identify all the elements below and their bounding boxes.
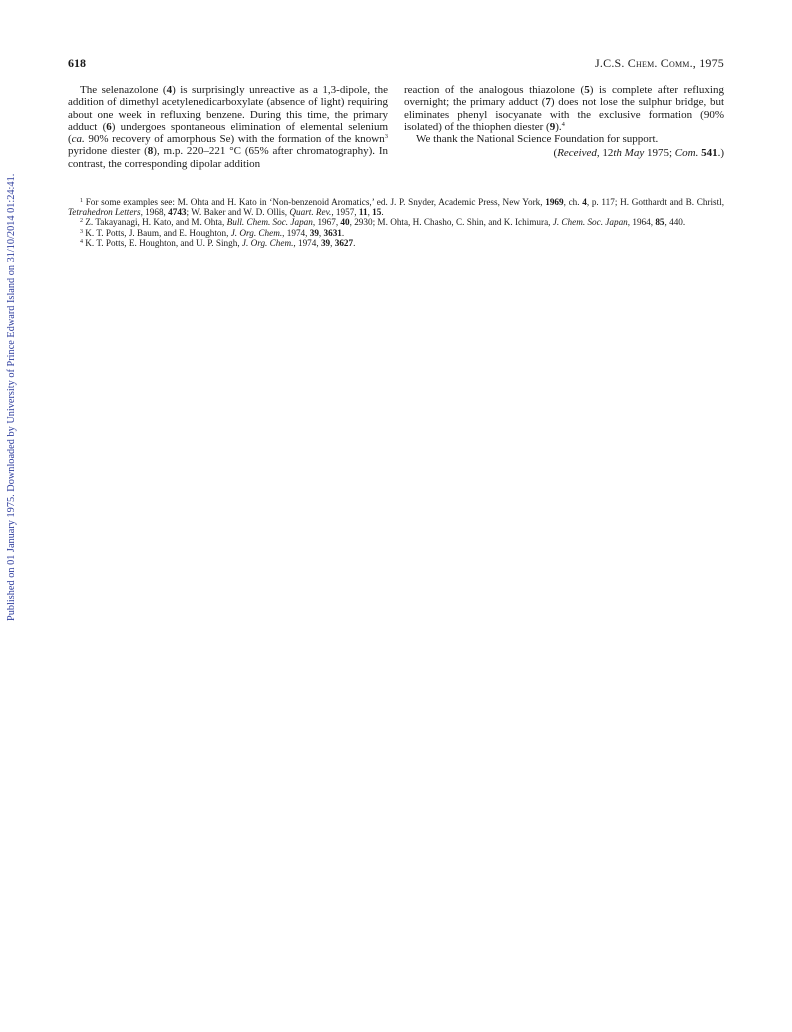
page-header xyxy=(68,56,724,72)
reference-marker: 4 xyxy=(561,120,565,128)
right-column xyxy=(404,84,724,160)
acknowledgement: We thank the National Science Foundation for support. xyxy=(416,133,659,146)
footnote-3: $^3$ K. T. Potts, J. Baum, and E. Houghton, J. Org. Chem., 1974, 39, 3631. xyxy=(80,227,345,238)
journal-title: J.C.S. Chem. Comm., 1975 xyxy=(595,56,724,70)
publication-watermark: Published on 01 January 1975. Downloaded by University of Prince Edward Island on 31/10/2014 01:24:41. xyxy=(6,173,17,622)
footnote-4: $^4$ K. T. Potts, E. Houghton, and U. P. Singh, J. Org. Chem., 1974, 39, 3627. xyxy=(80,237,356,248)
page-number: 618 xyxy=(68,56,86,70)
body-paragraph: The selenazolone (4) is surprisingly unreactive as a 1,3-dipole, the addition of dimethyl acetylenedicarboxylate (absence of light) requiring about one week in refluxing benzene. During this time, the primary adduct (6) undergoes spontaneous elimination of elemental selenium (ca. 90% recovery of amorphous Se) with the formation of the known$^3$ pyridone diester (8), m.p. 220–221 °C (65% after chromatography). In contrast, the corresponding dipolar addition xyxy=(68,84,389,170)
body-paragraph-continued: reaction of the analogous thiazolone (5) is complete after refluxing overnight; the primary adduct (7) does not lose the sulphur bridge, but eliminates phenyl isocyanate with the exclusive formation (90% isolated) of the thiophen diester (9).$^4$ xyxy=(404,84,724,133)
reference-marker: 3 xyxy=(384,133,388,141)
received-date: (Received, 12th May 1975; Com. 541.) xyxy=(553,147,724,160)
footnotes xyxy=(68,197,724,248)
left-column xyxy=(68,84,388,170)
footnote-1: $^1$ For some examples see: M. Ohta and H. Kato in ‘Non-benzenoid Aromatics,’ ed. J. P. Snyder, Academic Press, New York, 1969, ch. 4, p. 117; H. Gotthardt and B. Christl, Tetrahedron Letters, 1968, 4743; W. Baker and W. D. Ollis, Quart. Rev., 1957, 11, 15. xyxy=(68,197,725,218)
footnote-2: $^2$ Z. Takayanagi, H. Kato, and M. Ohta, Bull. Chem. Soc. Japan, 1967, 40, 2930; M. Ohta, H. Chasho, C. Shin, and K. Ichimura, J. Chem. Soc. Japan, 1964, 85, 440. xyxy=(80,217,686,228)
